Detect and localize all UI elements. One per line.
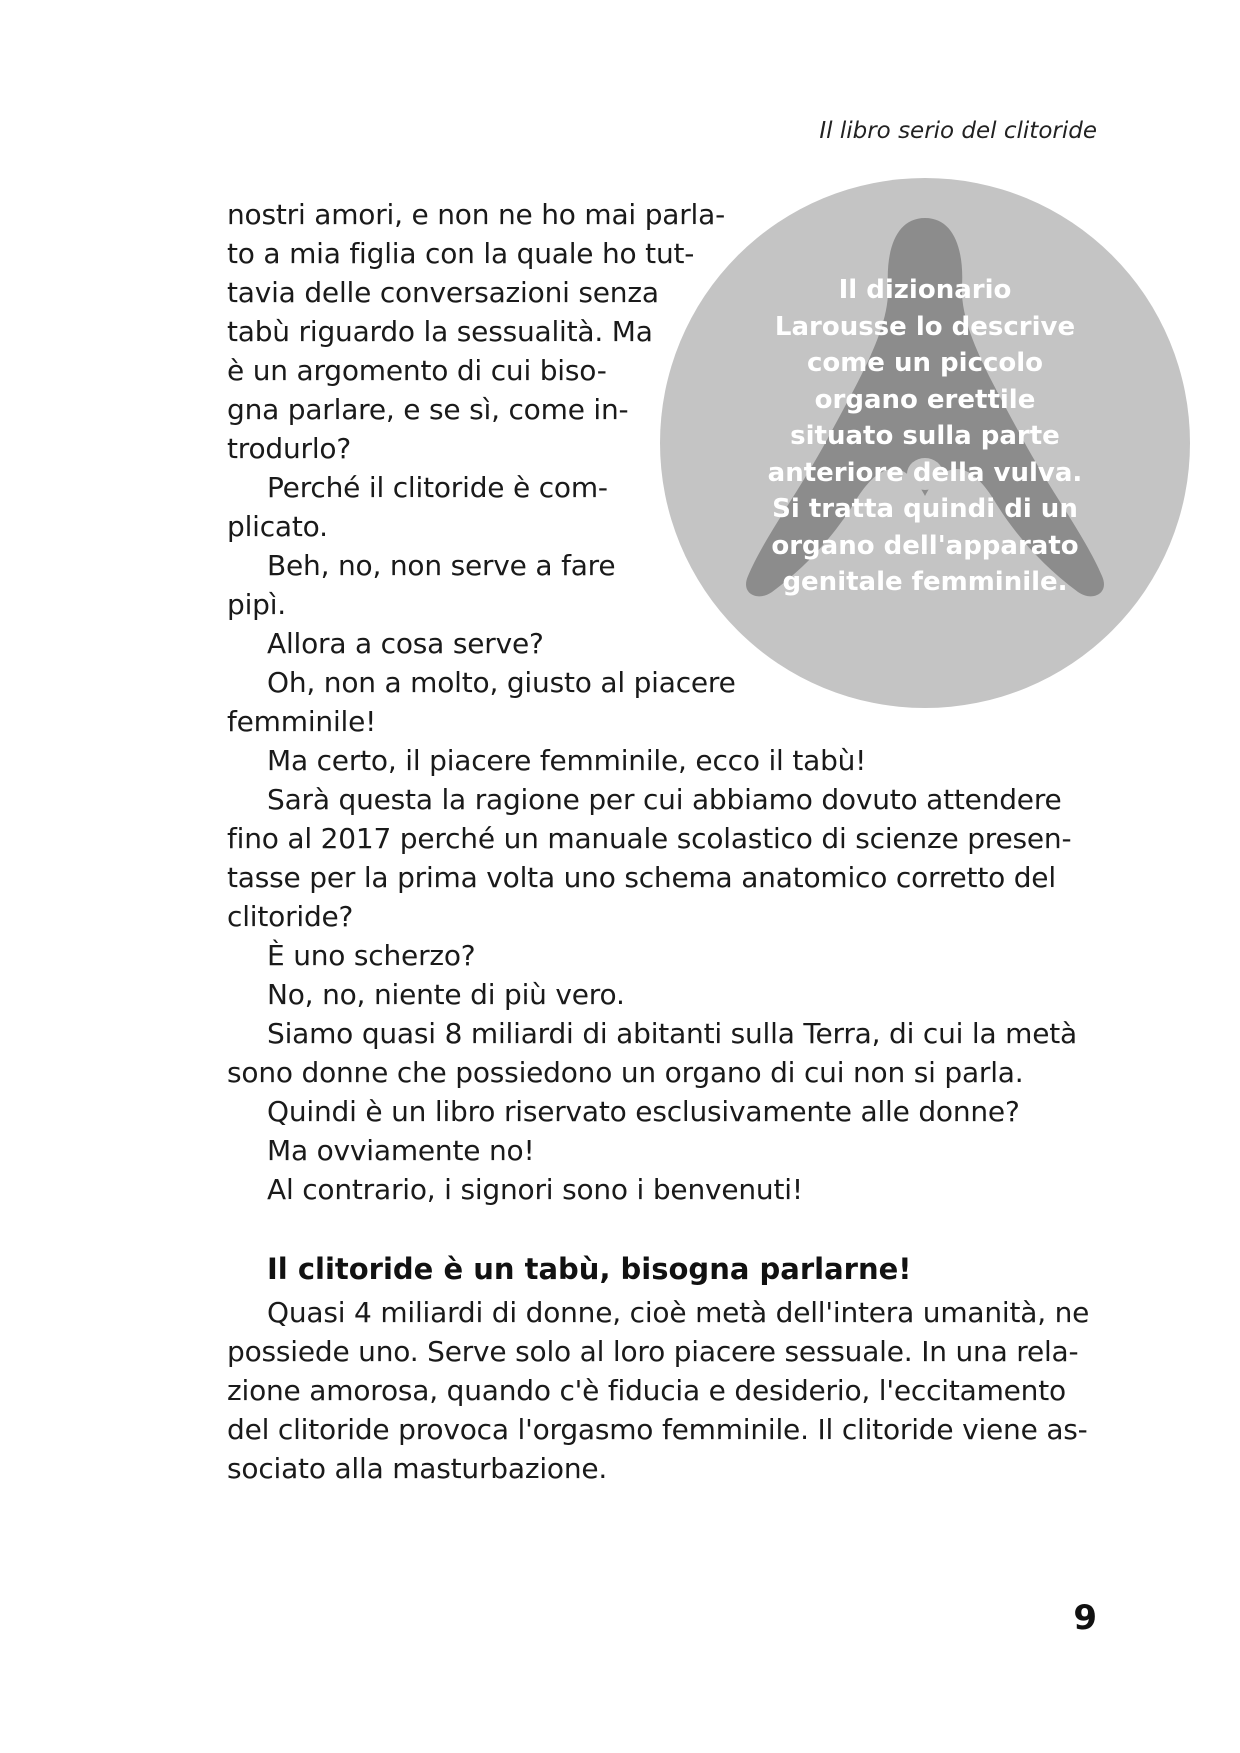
text-line: Quasi 4 miliardi di donne, cioè metà dell'intera umanità, ne (267, 1296, 1090, 1329)
text-line: Sarà questa la ragione per cui abbiamo dovuto attendere (267, 783, 1062, 816)
body-text-narrow (227, 195, 1097, 741)
text-line: possiede uno. Serve solo al loro piacere sessuale. In una rela- (227, 1335, 1079, 1368)
section-text (227, 1293, 1097, 1488)
callout-line: situato sulla parte (790, 421, 1060, 451)
page-number: 9 (1073, 1598, 1097, 1638)
text-line: sono donne che possiedono un organo di cui non si parla. (227, 1056, 1024, 1089)
callout-line: Larousse lo descrive (774, 311, 1076, 342)
text-line: clitoride? (227, 900, 354, 933)
text-line: plicato. (227, 510, 328, 543)
text-line: trodurlo? (227, 432, 352, 465)
text-line: È uno scherzo? (267, 939, 476, 972)
text-line: No, no, niente di più vero. (267, 978, 625, 1011)
callout-line: come un piccolo (806, 348, 1044, 378)
text-line: sociato alla masturbazione. (227, 1452, 608, 1485)
callout-line: anteriore della vulva. (767, 457, 1083, 488)
text-line: del clitoride provoca l'orgasmo femminile. Il clitoride viene as- (227, 1413, 1088, 1446)
text-line: Oh, non a molto, giusto al piacere (267, 666, 736, 699)
callout-line: organo dell'apparato (771, 530, 1079, 561)
text-line: Perché il clitoride è com- (267, 471, 608, 504)
callout-line: Il dizionario (838, 275, 1012, 305)
callout-line: organo erettile (814, 384, 1036, 415)
text-line: pipì. (227, 588, 287, 621)
callout-line: Si tratta quindi di un (772, 494, 1078, 524)
text-line: tabù riguardo la sessualità. Ma (227, 315, 653, 348)
text-line: Ma certo, il piacere femminile, ecco il tabù! (267, 744, 867, 777)
text-line: fino al 2017 perché un manuale scolastico di scienze presen- (227, 822, 1072, 855)
text-line: gna parlare, e se sì, come in- (227, 393, 629, 426)
text-line: Ma ovviamente no! (267, 1134, 535, 1167)
text-line: nostri amori, e non ne ho mai parla- (227, 198, 725, 231)
section-heading: Il clitoride è un tabù, bisogna parlarne! (267, 1252, 912, 1286)
text-line: è un argomento di cui biso- (227, 354, 607, 387)
text-line: femminile! (227, 705, 377, 738)
text-line: to a mia figlia con la quale ho tut- (227, 237, 695, 270)
body-text-full (227, 741, 1097, 1209)
text-line: Siamo quasi 8 miliardi di abitanti sulla Terra, di cui la metà (267, 1017, 1077, 1050)
text-line: Allora a cosa serve? (267, 627, 544, 660)
running-header-title: Il libro serio del clitoride (819, 118, 1097, 144)
text-line: zione amorosa, quando c'è fiducia e desiderio, l'eccitamento (227, 1374, 1066, 1407)
callout-line: genitale femminile. (782, 567, 1068, 597)
text-line: Al contrario, i signori sono i benvenuti! (267, 1173, 803, 1206)
text-line: tavia delle conversazioni senza (227, 276, 659, 309)
text-line: Beh, no, non serve a fare (267, 549, 616, 582)
text-line: Quindi è un libro riservato esclusivamente alle donne? (267, 1095, 1020, 1128)
text-line: tasse per la prima volta uno schema anatomico corretto del (227, 861, 1056, 894)
